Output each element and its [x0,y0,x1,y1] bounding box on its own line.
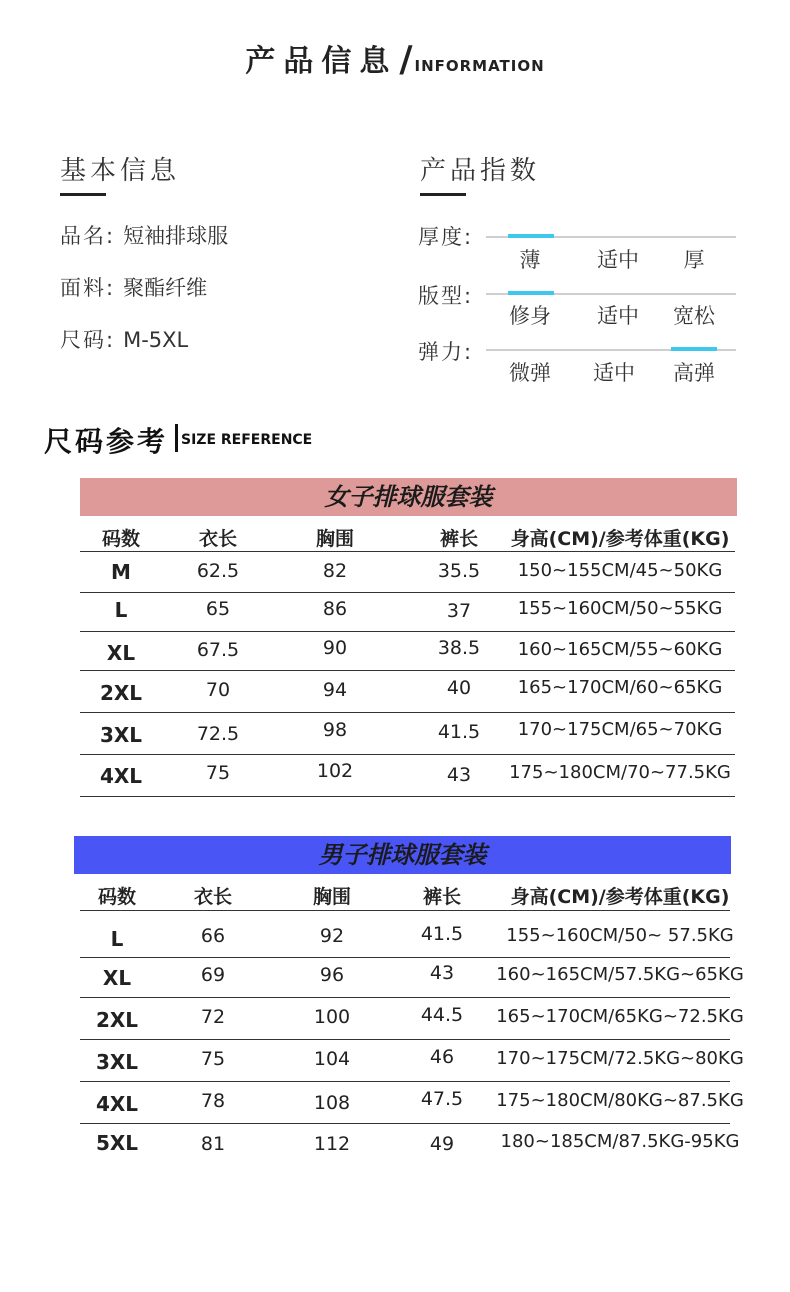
table-header-cell: 裤长 [439,528,478,550]
table-cell: 44.5 [420,1004,464,1026]
table-header-rule [80,551,735,552]
header-title-en: INFORMATION [414,57,545,75]
table-cell: 86 [322,598,348,620]
info-key: 品名: [60,224,116,248]
table-cell: XL [102,966,132,990]
table-cell: 62.5 [196,560,240,582]
table-cell: 160~165CM/57.5KG~65KG [496,964,744,985]
table-cell: 170~175CM/65~70KG [517,719,723,740]
table-cell: 160~165CM/55~60KG [517,639,723,660]
table-cell: XL [106,641,136,665]
table-cell: 155~160CM/50~55KG [517,598,723,619]
table-header-cell: 码数 [101,528,140,550]
table-row-rule [80,957,730,958]
index-option: 薄 [519,248,541,272]
table-cell: 96 [319,964,345,986]
table-cell: 37 [446,600,472,622]
table-header-cell: 胸围 [312,886,351,908]
table-cell: 75 [205,762,231,784]
table-cell: L [114,598,128,622]
table-cell: 3XL [95,1050,139,1074]
product-index-underline [420,193,466,196]
table-cell: 3XL [99,723,143,747]
index-label-fit: 版型: [418,284,474,308]
table-cell: 100 [313,1006,351,1028]
table-cell: 69 [200,964,226,986]
table-cell: 92 [319,925,345,947]
table-cell: 180~185CM/87.5KG-95KG [500,1131,740,1152]
info-value: 短袖排球服 [123,224,229,248]
table-header-cell: 衣长 [193,886,232,908]
table-cell: 72 [200,1006,226,1028]
page-header [0,36,790,80]
men-table-banner: 男子排球服套装 [74,836,731,874]
table-cell: L [110,927,124,951]
table-row-rule [80,754,735,755]
table-header-cell: 身高(CM)/参考体重(KG) [510,528,730,550]
info-value: 聚酯纤维 [123,276,208,300]
table-cell: 75 [200,1048,226,1070]
table-cell: 175~180CM/80KG~87.5KG [496,1090,744,1111]
women-table-banner: 女子排球服套装 [80,478,737,516]
info-row-size [60,324,188,354]
basic-info-title: 基本信息 [60,156,181,186]
info-value: M-5XL [123,328,189,352]
info-row-fabric [60,272,207,302]
header-slash: / [399,39,413,80]
table-header-cell: 身高(CM)/参考体重(KG) [510,886,730,908]
table-cell: 90 [322,637,348,659]
index-option: 适中 [597,248,639,272]
table-cell: 165~170CM/65KG~72.5KG [496,1006,744,1027]
table-header-rule [80,910,730,911]
product-index-title: 产品指数 [420,156,541,186]
table-cell: 65 [205,598,231,620]
table-cell: 49 [429,1133,455,1155]
table-cell: 165~170CM/60~65KG [517,677,723,698]
table-cell: 43 [429,962,455,984]
table-cell: 170~175CM/72.5KG~80KG [496,1048,744,1069]
table-cell: 150~155CM/45~50KG [517,560,723,581]
table-row-rule [80,796,735,797]
table-cell: 67.5 [196,639,240,661]
table-cell: 5XL [95,1131,139,1155]
index-label-elasticity: 弹力: [418,340,474,364]
size-reference-divider [175,424,178,452]
table-cell: 35.5 [437,560,481,582]
table-header-cell: 裤长 [422,886,461,908]
table-row-rule [80,670,735,671]
table-cell: 98 [322,719,348,741]
table-cell: 175~180CM/70~77.5KG [509,762,731,783]
table-cell: 108 [313,1092,351,1114]
table-cell: 43 [446,764,472,786]
index-option: 适中 [597,304,639,328]
index-option: 高弹 [673,361,715,385]
basic-info-underline [60,193,106,196]
table-cell: 4XL [95,1092,139,1116]
info-key: 尺码: [60,328,116,352]
table-cell: 46 [429,1046,455,1068]
table-cell: M [111,560,131,584]
table-cell: 70 [205,679,231,701]
table-cell: 112 [313,1133,351,1155]
index-option: 微弹 [509,361,551,385]
table-row-rule [80,631,735,632]
size-reference-title-en: SIZE REFERENCE [181,432,313,448]
table-cell: 155~160CM/50~ 57.5KG [506,925,734,946]
index-marker [508,234,554,238]
table-cell: 81 [200,1133,226,1155]
index-label-thickness: 厚度: [418,225,474,249]
size-reference-title-zh: 尺码参考 [44,425,169,458]
table-header-cell: 码数 [97,886,136,908]
table-row-rule [80,712,735,713]
table-row-rule [80,1123,730,1124]
table-cell: 94 [322,679,348,701]
table-row-rule [80,1039,730,1040]
header-title-zh: 产品信息 [245,44,398,79]
table-row-rule [80,592,735,593]
table-cell: 47.5 [420,1088,464,1110]
index-option: 宽松 [673,304,715,328]
table-cell: 104 [313,1048,351,1070]
table-cell: 2XL [95,1008,139,1032]
table-cell: 38.5 [437,637,481,659]
index-marker [508,291,554,295]
table-cell: 2XL [99,681,143,705]
table-row-rule [80,1081,730,1082]
table-cell: 78 [200,1090,226,1112]
table-cell: 41.5 [437,721,481,743]
index-option: 厚 [683,248,705,272]
table-cell: 4XL [99,764,143,788]
table-cell: 72.5 [196,723,240,745]
index-option: 修身 [509,304,551,328]
table-header-cell: 衣长 [198,528,237,550]
table-cell: 102 [316,760,354,782]
index-option: 适中 [593,361,635,385]
table-cell: 66 [200,925,226,947]
table-cell: 41.5 [420,923,464,945]
info-row-name [60,220,228,250]
table-cell: 82 [322,560,348,582]
table-cell: 40 [446,677,472,699]
info-key: 面料: [60,276,116,300]
index-marker [671,347,717,351]
table-row-rule [80,997,730,998]
table-header-cell: 胸围 [315,528,354,550]
